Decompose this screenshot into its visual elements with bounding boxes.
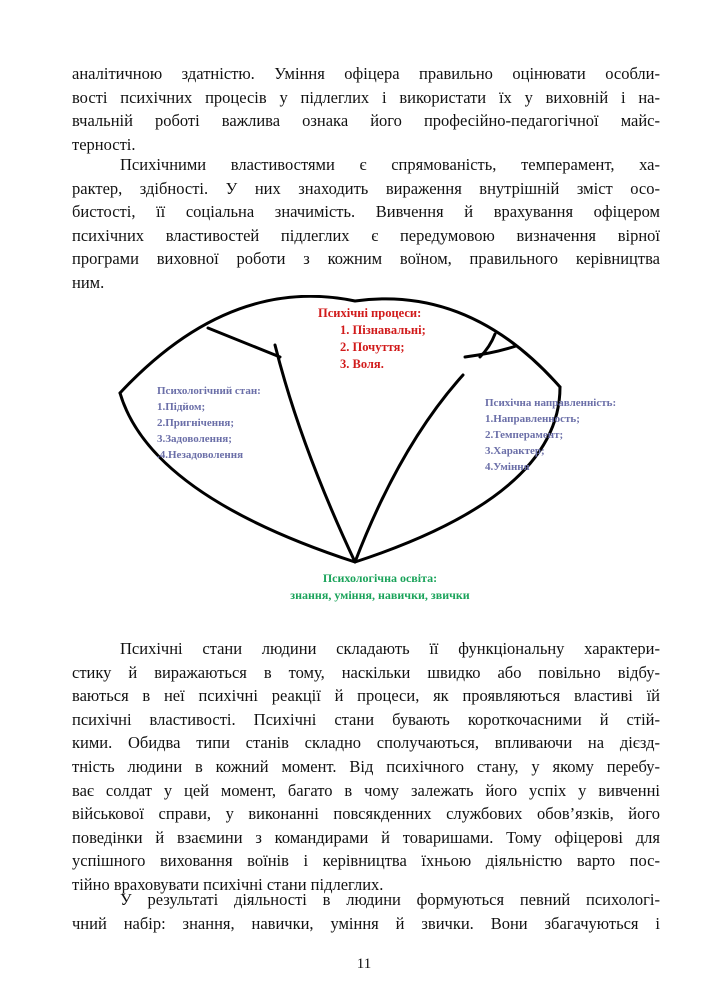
text-line: тійно враховувати психічні стани підлеглих.: [72, 874, 384, 894]
list-item: 1.Направленность;: [485, 413, 580, 425]
paragraph-2: [72, 153, 660, 295]
text-line: ним.: [72, 272, 105, 292]
paragraph-4: [72, 888, 660, 935]
list-item: 3. Воля.: [340, 357, 384, 371]
mental-processes-box: [318, 305, 426, 373]
list-item: 3.Характер;: [485, 445, 545, 457]
text-line: Психічними властивостями є спрямованість, темперамент, ха-: [120, 155, 660, 174]
text-line: ває солдат у цей момент, багато в чому залежать його успіх у вивченні: [72, 780, 660, 800]
paragraph-1: [72, 62, 660, 156]
left-branch-curve: [208, 328, 280, 357]
list-item: 4.Уміння: [485, 461, 530, 473]
list-item: 2. Почуття;: [340, 340, 405, 354]
psychological-education-subtitle: знання, уміння, навички, звички: [290, 588, 470, 602]
text-line: рактер, здібності. У них знаходить вираження внутрішній зміст осо-: [72, 178, 660, 198]
mental-processes-title: Психічні процеси:: [318, 306, 422, 320]
text-line: чний набір: знання, навички, уміння й звички. Вони збагачуються і: [72, 913, 660, 933]
text-line: психічні властивості. Психічні стани бувають короткочасними й стій-: [72, 709, 660, 729]
text-line: поведінки й взаємини з командирами й товаришами. Тому офіцерові для: [72, 827, 660, 847]
text-line: бистості, її соціальна значимість. Вивчення й врахування офіцером: [72, 202, 660, 222]
right-inner-curve: [355, 375, 463, 562]
right-branch-curve-2: [465, 346, 516, 357]
text-line: вчальній роботі важлива ознака його професійно-педагогічної майс-: [72, 111, 660, 131]
list-item: 1.Підйом;: [157, 401, 206, 413]
psychology-diagram: [0, 295, 728, 615]
text-line: успішного виховання воїнів і керівництва їхньою діяльністю варто пос-: [72, 851, 660, 871]
list-item: 3.Задоволення;: [157, 433, 232, 445]
text-line: програми виховної роботи з кожним воїном, правильного керівництва: [72, 249, 660, 269]
psychological-state-box: [157, 383, 261, 463]
text-line: вості психічних процесів у підлеглих і використати їх у виховній і на-: [72, 87, 660, 107]
list-item: 1. Пізнавальні;: [340, 323, 426, 337]
list-item: .4.Незадоволення: [157, 449, 244, 461]
text-line: тність людини в кожний момент. Від психічного стану, у якому перебу-: [72, 756, 660, 776]
text-line: військової справи, у виконанні повсякденних службових обов’язків, його: [72, 804, 660, 824]
page-number: 11: [356, 956, 372, 972]
list-item: 2.Темперамент;: [485, 429, 564, 441]
psychological-state-title: Психологічний стан:: [157, 385, 261, 397]
text-line: кими. Обидва типи станів складно сполучаються, впливаючи на дієзд-: [72, 733, 660, 753]
mental-direction-title: Психічна направленність:: [485, 397, 617, 409]
text-line: ваються в неї психічні реакції й процеси, як проявляються властиві їй: [72, 686, 660, 706]
paragraph-3: [72, 637, 660, 897]
text-line: У результаті діяльності в людини формуються певний психологі-: [120, 890, 660, 909]
text-line: Психічні стани людини складають її функціональну характери-: [120, 639, 660, 658]
text-line: аналітичною здатністю. Уміння офіцера правильно оцінювати особли-: [72, 64, 660, 83]
text-line: стику й виражаються в тому, наскільки швидко або повільно відбу-: [72, 662, 660, 682]
list-item: 2.Пригнічення;: [157, 417, 235, 429]
mental-direction-box: [485, 395, 616, 475]
text-line: терності.: [72, 134, 136, 154]
left-inner-curve: [275, 345, 355, 562]
psychological-education-box: [250, 570, 510, 604]
text-line: психічних властивостей підлеглих є передумовою визначення вірної: [72, 225, 660, 245]
psychological-education-title: Психологічна освіта:: [322, 571, 438, 585]
